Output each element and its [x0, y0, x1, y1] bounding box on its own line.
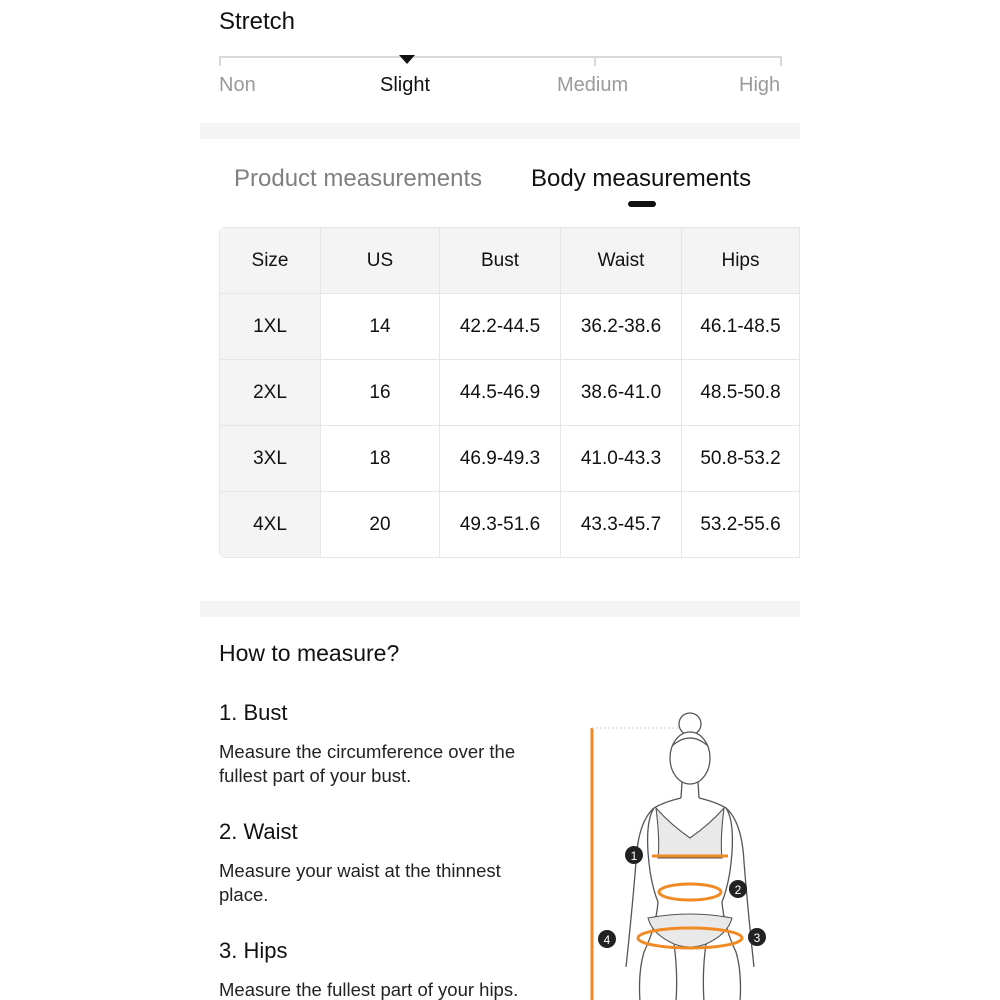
table-cell-size: 1XL [220, 294, 321, 360]
table-cell: 14 [321, 294, 440, 360]
hips-heading: 3. Hips [219, 938, 288, 963]
stretch-title: Stretch [219, 8, 296, 35]
bust-instructions: Measure the circumference over the fullest part of your bust. [219, 741, 516, 786]
how-to-measure-title: How to measure? [219, 640, 400, 666]
body-measurement-figure [580, 712, 780, 1000]
table-cell: 53.2-55.6 [682, 492, 800, 557]
stretch-level-medium: Medium [557, 74, 629, 96]
svg-text:2: 2 [734, 883, 742, 897]
stretch-tick [780, 56, 782, 66]
table-header-cell: US [321, 228, 440, 294]
svg-text:4: 4 [603, 933, 611, 947]
stretch-scale [219, 54, 782, 68]
table-cell: 16 [321, 360, 440, 426]
stretch-tick [219, 56, 221, 66]
table-cell: 46.1-48.5 [682, 294, 800, 360]
table-row [220, 492, 800, 557]
table-header-cell: Size [220, 228, 321, 294]
table-cell: 18 [321, 426, 440, 492]
table-row [220, 360, 800, 426]
table-cell: 42.2-44.5 [440, 294, 561, 360]
waist-measure-band [659, 884, 721, 900]
section-divider [200, 123, 800, 139]
bust-heading: 1. Bust [219, 700, 288, 725]
marker-1 [625, 846, 643, 864]
table-cell: 50.8-53.2 [682, 426, 800, 492]
table-cell-size: 2XL [220, 360, 321, 426]
table-cell: 38.6-41.0 [561, 360, 682, 426]
table-header-cell: Hips [682, 228, 800, 294]
stretch-indicator-icon [399, 55, 415, 64]
marker-2 [729, 880, 747, 898]
table-cell-size: 4XL [220, 492, 321, 557]
table-cell: 46.9-49.3 [440, 426, 561, 492]
waist-heading: 2. Waist [219, 819, 298, 844]
marker-3 [748, 928, 766, 946]
hips-instructions: Measure the fullest part of your hips. [219, 979, 519, 1000]
table-header-cell: Bust [440, 228, 561, 294]
table-cell: 48.5-50.8 [682, 360, 800, 426]
stretch-level-high: High [739, 74, 781, 96]
size-guide-page [200, 0, 800, 1000]
section-divider [200, 601, 800, 617]
table-cell: 43.3-45.7 [561, 492, 682, 557]
marker-4 [598, 930, 616, 948]
table-header-row [220, 228, 800, 294]
table-cell: 36.2-38.6 [561, 294, 682, 360]
table-cell: 49.3-51.6 [440, 492, 561, 557]
active-tab-indicator [628, 201, 656, 207]
table-cell: 44.5-46.9 [440, 360, 561, 426]
tab-body-measurements[interactable]: Body measurements [531, 165, 752, 192]
table-cell-size: 3XL [220, 426, 321, 492]
svg-text:1: 1 [630, 849, 638, 863]
table-cell: 20 [321, 492, 440, 557]
bra [656, 808, 724, 858]
stretch-tick [594, 56, 596, 66]
table-header-cell: Waist [561, 228, 682, 294]
stretch-level-slight: Slight [380, 74, 431, 96]
table-cell: 41.0-43.3 [561, 426, 682, 492]
svg-text:3: 3 [753, 931, 761, 945]
table-row [220, 294, 800, 360]
table-row [220, 426, 800, 492]
head [670, 732, 710, 784]
waist-instructions: Measure your waist at the thinnest place. [219, 860, 501, 905]
size-table [219, 227, 800, 558]
tab-product-measurements[interactable]: Product measurements [234, 165, 483, 192]
stretch-level-non: Non [219, 74, 256, 96]
